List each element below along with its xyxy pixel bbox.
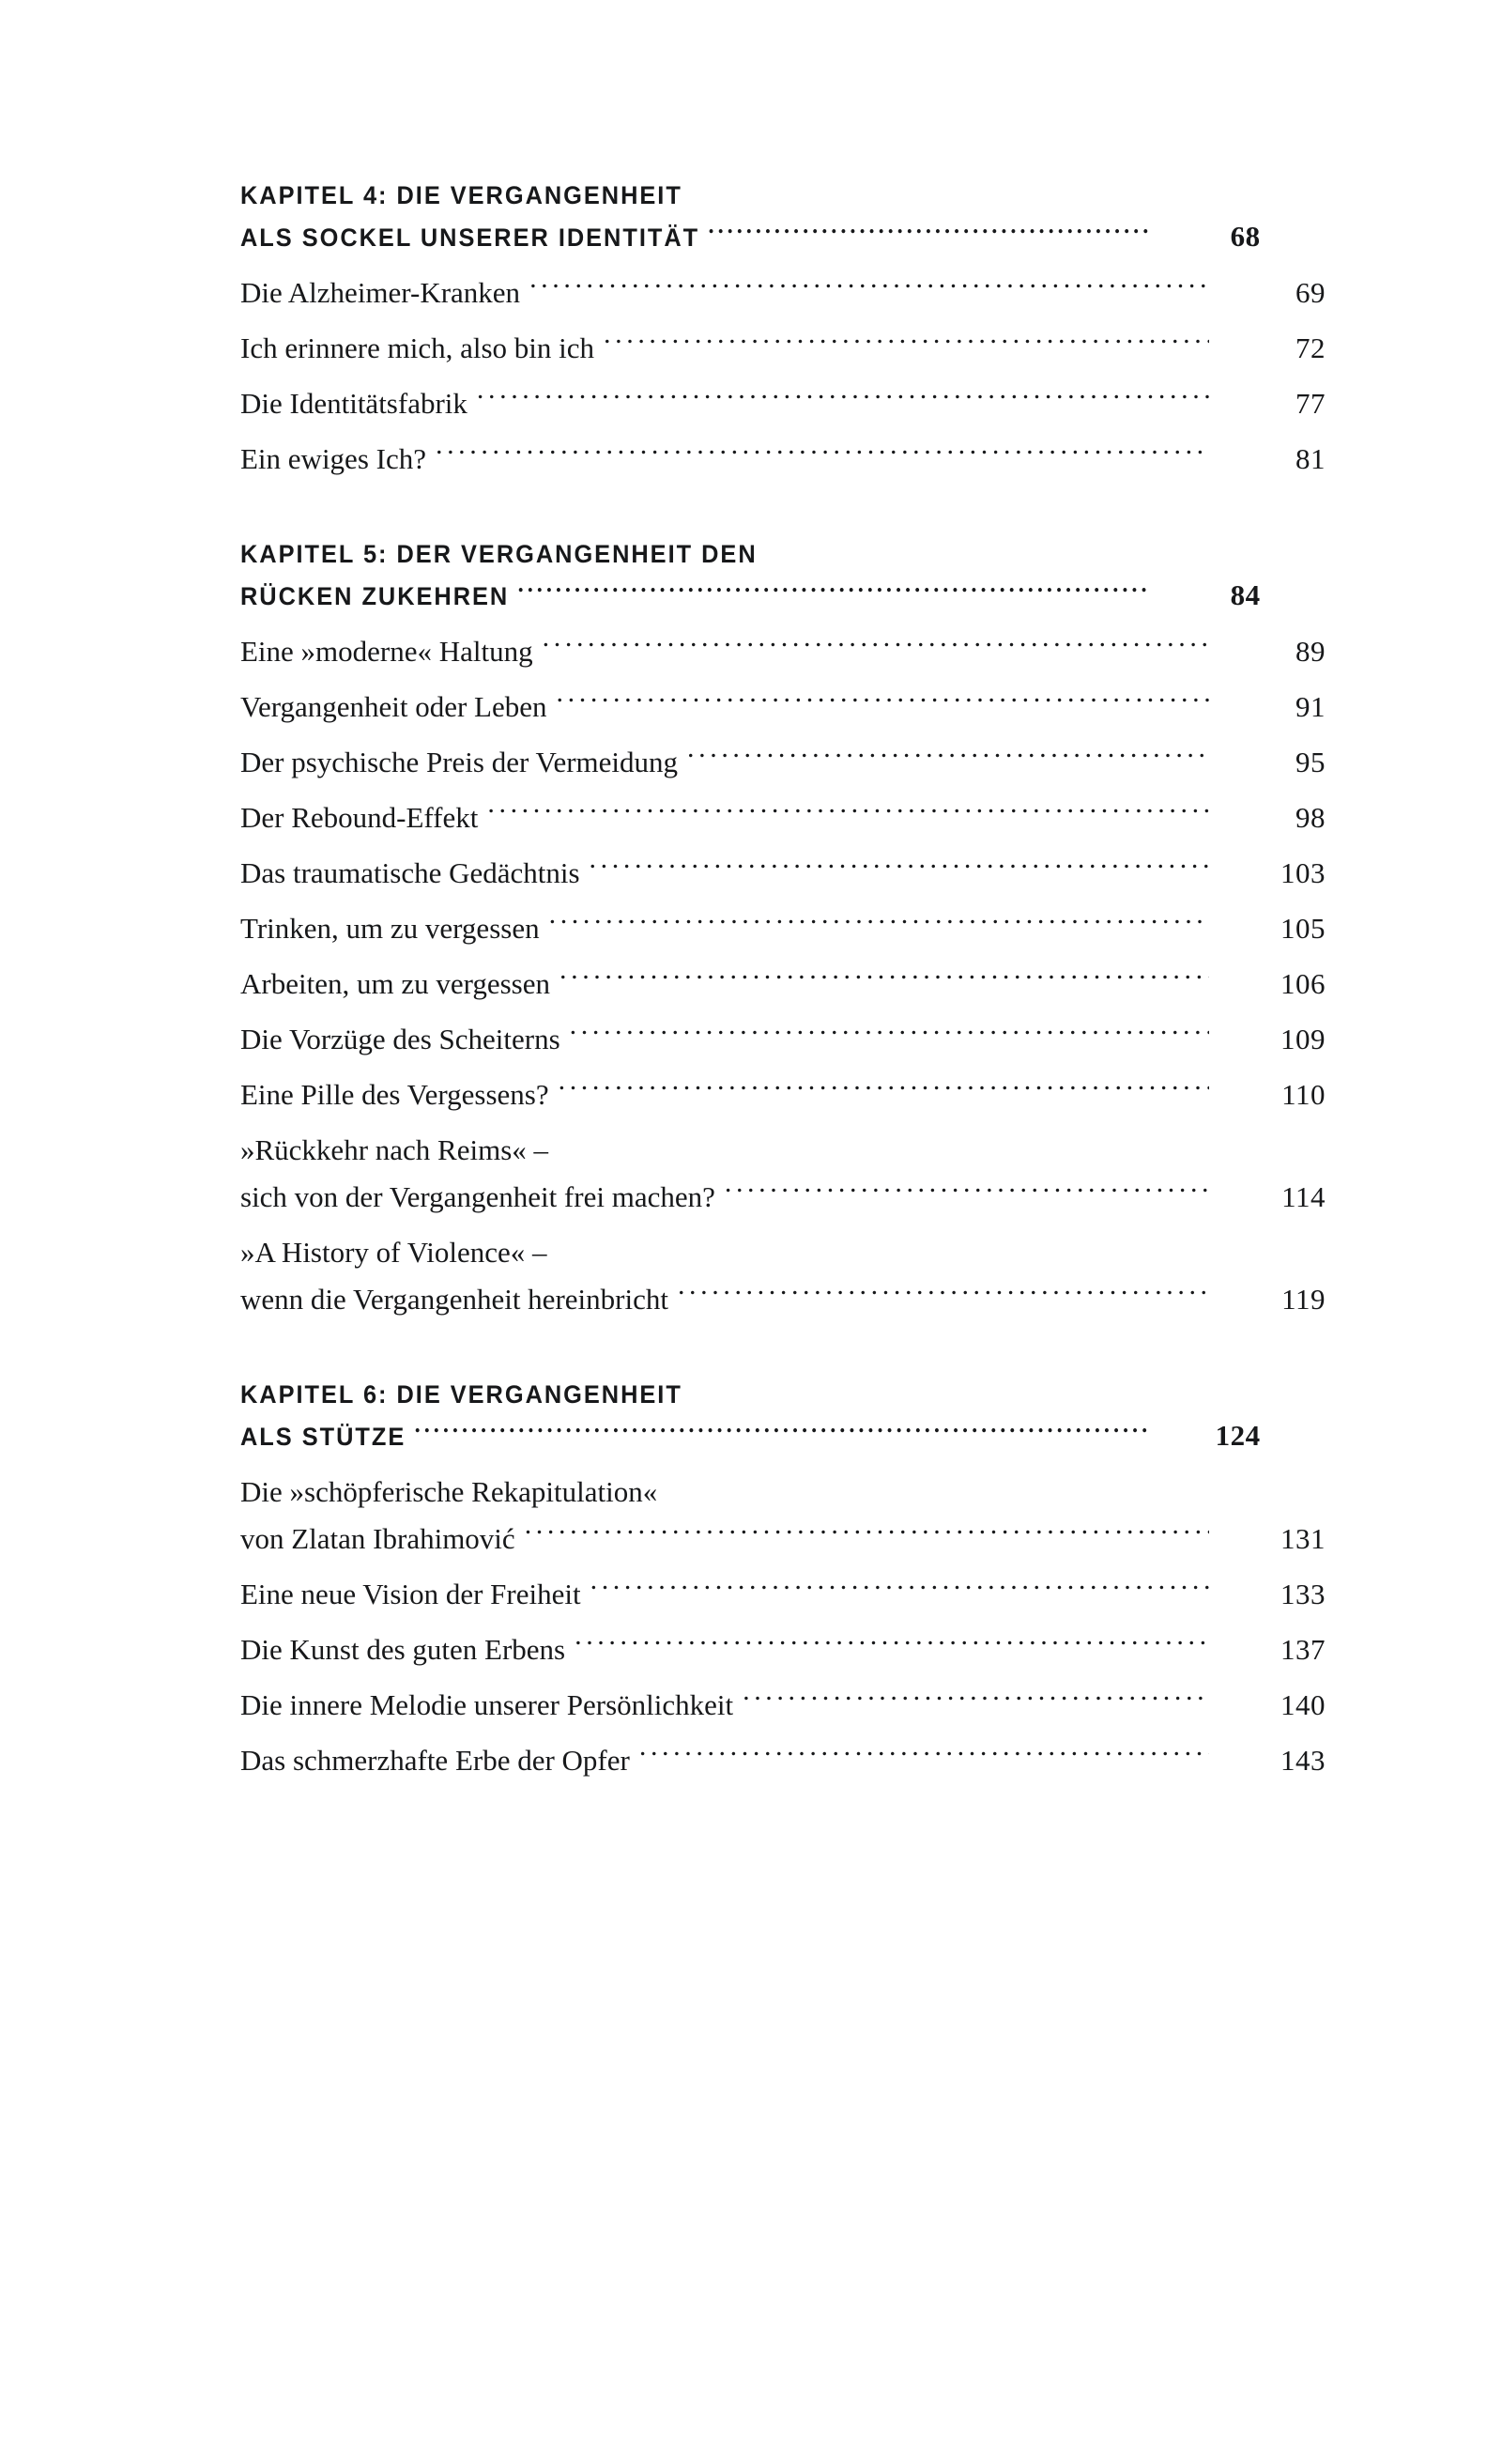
dot-leader [557,687,1209,716]
dot-leader [678,1280,1209,1309]
toc-entry-row[interactable] [240,850,1326,897]
toc-entry-row[interactable] [240,739,1326,786]
dot-leader [743,1686,1209,1715]
toc-entry-row[interactable] [240,436,1326,483]
dot-leader [549,909,1209,938]
toc-entry-row[interactable] [240,1571,1326,1618]
chapter-page-number: 84 [1230,578,1261,611]
entry-page-number: 98 [1295,801,1326,834]
dot-leader [590,1575,1209,1604]
entry-page-number: 114 [1281,1180,1326,1213]
entry-title-label: wenn die Vergangenheit hereinbricht [240,1283,668,1316]
dot-leader [487,798,1209,827]
dot-leader [436,439,1209,469]
chapter-heading-row[interactable] [240,1415,1261,1457]
entry-title-label: Die Vorzüge des Scheiterns [240,1023,560,1055]
chapter-heading-line[interactable]: KAPITEL 5: DER VERGANGENHEIT DEN [240,540,758,568]
entry-title-label: Eine Pille des Vergessens? [240,1078,549,1111]
entry-page-number: 91 [1295,690,1326,723]
entry-title-label: Eine »moderne« Haltung [240,635,533,668]
dot-leader [639,1741,1209,1770]
toc-entry-row[interactable] [240,684,1326,731]
entry-title-label: Eine neue Vision der Freiheit [240,1578,581,1610]
chapter-entry-list [240,270,1326,483]
chapter-heading-label: ALS SOCKEL UNSERER IDENTITÄT [240,223,700,252]
toc-entry-row[interactable] [240,794,1326,841]
entry-page-number: 77 [1295,387,1326,420]
entry-page-number: 72 [1295,331,1326,364]
entry-title-label: Das traumatische Gedächtnis [240,856,580,889]
entry-title-label: Ein ewiges Ich? [240,442,426,475]
entry-page-number: 119 [1281,1283,1326,1316]
entry-title-label: sich von der Vergangenheit frei machen? [240,1180,715,1213]
entry-page-number: 131 [1280,1522,1326,1555]
entry-title-label: Arbeiten, um zu vergessen [240,967,550,1000]
toc-entry-row[interactable] [240,1174,1326,1221]
chapter-entry-list [240,1469,1326,1784]
dot-leader [529,273,1209,302]
toc-entry-row[interactable] [240,270,1326,316]
entry-page-number: 137 [1280,1633,1326,1666]
chapter-heading-label: ALS STÜTZE [240,1423,406,1451]
dot-leader [604,329,1209,358]
table-of-contents [240,175,1326,1784]
dot-leader [559,964,1209,993]
entry-title-line[interactable]: »Rückkehr nach Reims« – [240,1133,549,1166]
dot-leader [687,743,1209,772]
dot-leader [590,854,1209,883]
dot-leader [725,1178,1209,1207]
dot-leader [709,221,1152,246]
chapter-page-number: 124 [1215,1419,1261,1452]
toc-entry-row[interactable] [240,628,1326,675]
chapter-group [240,1374,1326,1784]
entry-page-number: 106 [1280,967,1326,1000]
entry-page-number: 105 [1280,912,1326,945]
entry-page-number: 103 [1280,856,1326,889]
chapter-heading-row[interactable] [240,216,1261,258]
toc-entry-row[interactable] [240,1626,1326,1673]
chapter-heading-label: RÜCKEN ZUKEHREN [240,582,510,610]
entry-title-label: Ich erinnere mich, also bin ich [240,331,595,364]
entry-title-label: Vergangenheit oder Leben [240,690,547,723]
chapter-page-number: 68 [1230,220,1261,253]
toc-entry-row[interactable] [240,325,1326,372]
entry-page-number: 81 [1295,442,1326,475]
dot-leader [477,384,1209,413]
entry-title-label: Die Identitätsfabrik [240,387,467,420]
chapter-entry-list [240,628,1326,1323]
entry-title-label: Das schmerzhafte Erbe der Opfer [240,1744,630,1777]
entry-page-number: 109 [1280,1023,1326,1055]
toc-entry-row[interactable] [240,1737,1326,1784]
toc-entry-row[interactable] [240,380,1326,427]
entry-page-number: 133 [1280,1578,1326,1610]
chapter-heading-line[interactable]: KAPITEL 6: DIE VERGANGENHEIT [240,1380,682,1409]
toc-entry-row[interactable] [240,961,1326,1008]
chapter-group [240,175,1326,483]
chapter-group [240,533,1326,1323]
chapter-heading-row[interactable] [240,575,1261,617]
toc-entry-row[interactable] [240,1682,1326,1729]
dot-leader [575,1630,1209,1659]
entry-page-number: 69 [1295,276,1326,309]
entry-title-label: Der psychische Preis der Vermeidung [240,746,679,778]
entry-page-number: 89 [1295,635,1326,668]
dot-leader [518,579,1151,605]
toc-entry-row[interactable] [240,1276,1326,1323]
entry-title-line[interactable]: »A History of Violence« – [240,1236,547,1269]
entry-page-number: 110 [1281,1078,1326,1111]
entry-title-label: von Zlatan Ibrahimović [240,1522,515,1555]
toc-entry-row[interactable] [240,1516,1326,1563]
entry-title-label: Der Rebound-Effekt [240,801,479,834]
dot-leader [525,1519,1209,1548]
entry-title-label: Die Alzheimer-Kranken [240,276,521,309]
dot-leader [570,1020,1209,1049]
entry-title-label: Trinken, um zu vergessen [240,912,540,945]
toc-entry-row[interactable] [240,905,1326,952]
entry-title-label: Die innere Melodie unserer Persönlichkeit [240,1688,734,1721]
dot-leader [559,1075,1209,1104]
toc-entry-row[interactable] [240,1071,1326,1118]
entry-title-line[interactable]: Die »schöpferische Rekapitulation« [240,1475,658,1508]
entry-title-label: Die Kunst des guten Erbens [240,1633,566,1666]
entry-page-number: 140 [1280,1688,1326,1721]
entry-page-number: 95 [1295,746,1326,778]
chapter-heading-line[interactable]: KAPITEL 4: DIE VERGANGENHEIT [240,181,682,209]
toc-entry-row[interactable] [240,1016,1326,1063]
dot-leader [543,632,1209,661]
entry-page-number: 143 [1280,1744,1326,1777]
dot-leader [415,1420,1151,1445]
